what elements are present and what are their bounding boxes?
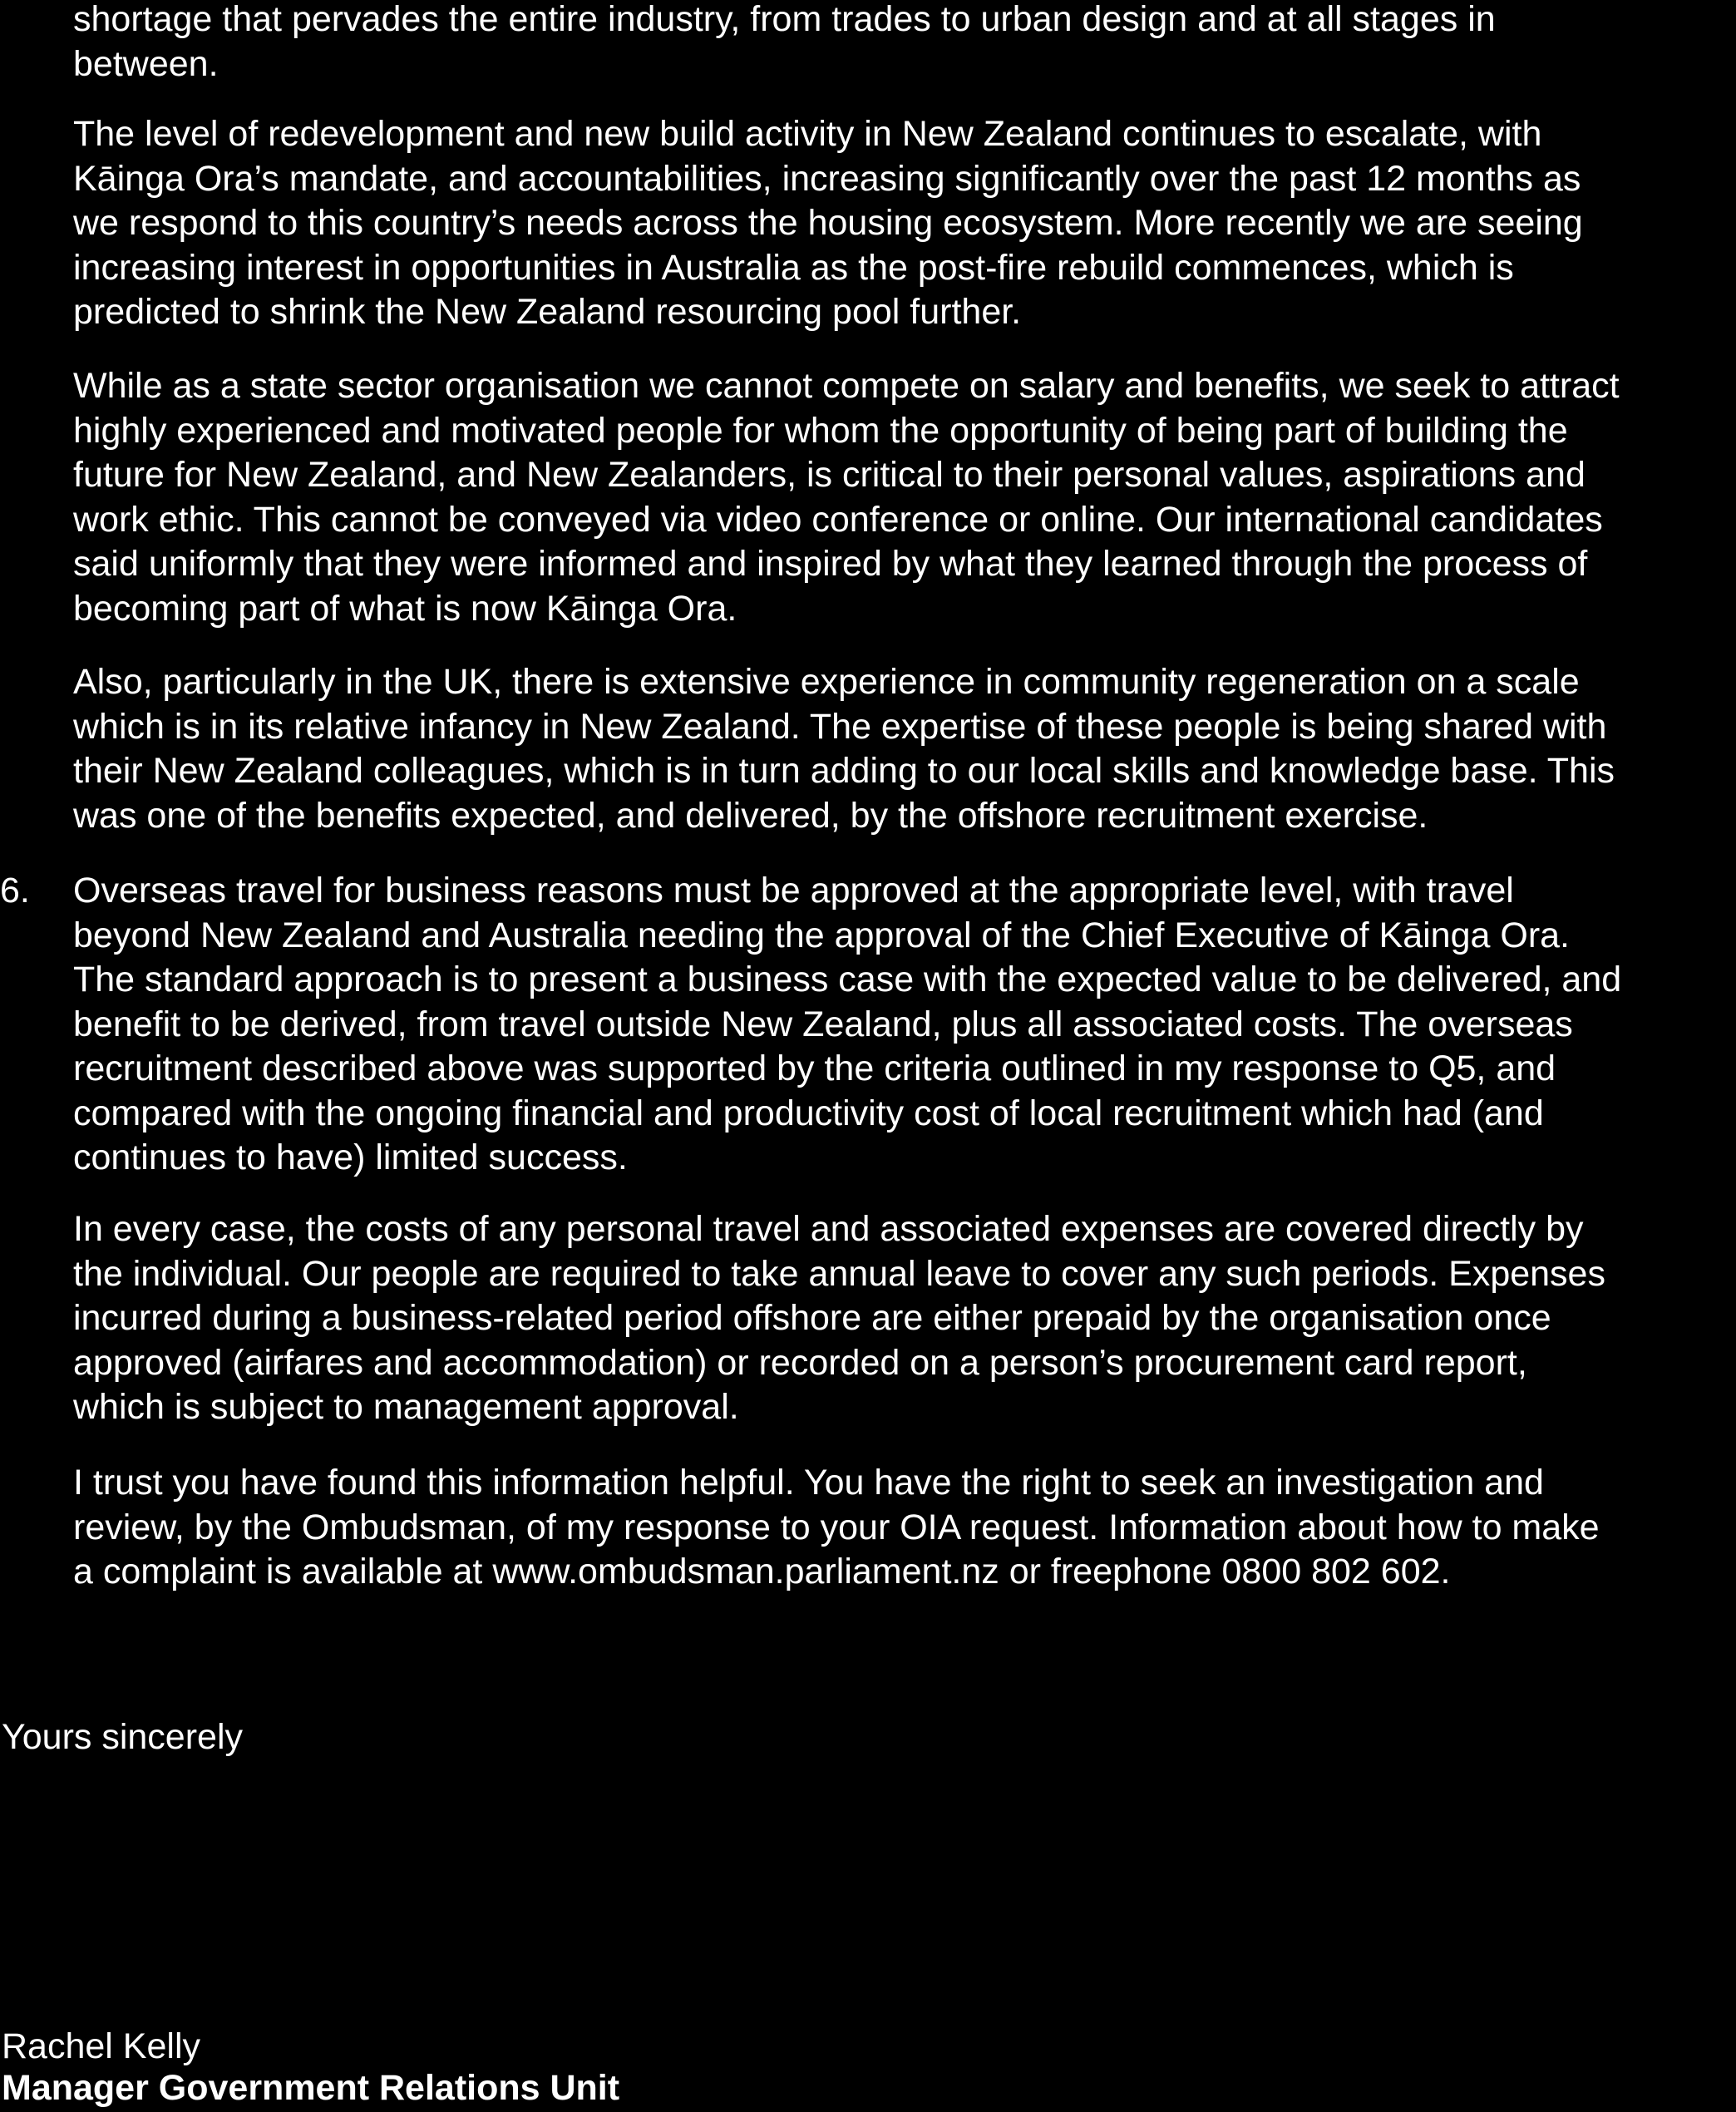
paragraph	[73, 1207, 1736, 1430]
text-line: approved (airfares and accommodation) or recorded on a person’s procurement card report,	[73, 1342, 1527, 1383]
text-line: In every case, the costs of any personal travel and associated expenses are covered directly by	[73, 1209, 1584, 1249]
paragraph	[73, 660, 1736, 838]
signatory-title: Manager Government Relations Unit	[2, 2068, 620, 2108]
text-line: was one of the benefits expected, and delivered, by the offshore recruitment exercise.	[73, 795, 1428, 836]
text-line: The level of redevelopment and new build activity in New Zealand continues to escalate, with	[73, 114, 1542, 154]
text-line: the individual. Our people are required to take annual leave to cover any such periods. Expenses	[73, 1253, 1605, 1294]
paragraph	[73, 112, 1736, 335]
text-line: we respond to this country’s needs across the housing ecosystem. More recently we are seeing	[73, 203, 1583, 243]
text-line: I trust you have found this information helpful. You have the right to seek an investigation and	[73, 1463, 1544, 1503]
item-number: 6.	[0, 871, 30, 910]
text-line: While as a state sector organisation we cannot compete on salary and benefits, we seek to attract	[73, 366, 1620, 406]
paragraph	[73, 0, 1736, 86]
text-line: Also, particularly in the UK, there is extensive experience in community regeneration on a scale	[73, 662, 1580, 702]
text-line: Kāinga Ora’s mandate, and accountabilities, increasing significantly over the past 12 months as	[73, 158, 1581, 199]
text-line: The standard approach is to present a business case with the expected value to be delivered, and	[73, 960, 1622, 999]
text-line: highly experienced and motivated people for whom the opportunity of being part of building the	[73, 410, 1568, 451]
text-line: work ethic. This cannot be conveyed via video conference or online. Our international candidates	[73, 499, 1603, 540]
paragraph	[73, 1461, 1736, 1595]
text-line: increasing interest in opportunities in Australia as the post-fire rebuild commences, which is	[73, 247, 1514, 288]
text-line: review, by the Ombudsman, of my response to your OIA request. Information about how to make	[73, 1507, 1600, 1547]
closing: Yours sincerely	[2, 1717, 243, 1757]
text-line: benefit to be derived, from travel outside New Zealand, plus all associated costs. The overseas	[73, 1004, 1573, 1044]
numbered-paragraph	[73, 869, 1736, 1181]
text-line: which is subject to management approval.	[73, 1387, 739, 1427]
text-line: their New Zealand colleagues, which is in turn adding to our local skills and knowledge base. This	[73, 751, 1615, 791]
text-line: between.	[73, 43, 219, 84]
text-line: Overseas travel for business reasons must be approved at the appropriate level, with travel	[73, 871, 1514, 910]
text-line: compared with the ongoing financial and productivity cost of local recruitment which had (and	[73, 1093, 1544, 1133]
paragraph	[73, 364, 1736, 631]
text-line: becoming part of what is now Kāinga Ora.	[73, 588, 737, 629]
text-line: beyond New Zealand and Australia needing the approval of the Chief Executive of Kāinga Ora.	[73, 915, 1570, 955]
text-line: recruitment described above was supported by the criteria outlined in my response to Q5, and	[73, 1049, 1556, 1088]
text-line: said uniformly that they were informed and inspired by what they learned through the process of	[73, 544, 1588, 584]
text-line: future for New Zealand, and New Zealanders, is critical to their personal values, aspirations and	[73, 455, 1586, 495]
text-line: shortage that pervades the entire industry, from trades to urban design and at all stages in	[73, 0, 1496, 39]
signatory-name: Rachel Kelly	[2, 2026, 200, 2066]
text-line: incurred during a business-related period offshore are either prepaid by the organisation once	[73, 1298, 1551, 1338]
text-line: a complaint is available at www.ombudsman.parliament.nz or freephone 0800 802 602.	[73, 1552, 1451, 1591]
text-line: which is in its relative infancy in New Zealand. The expertise of these people is being shared with	[73, 706, 1607, 747]
text-line: predicted to shrink the New Zealand resourcing pool further.	[73, 292, 1022, 332]
text-line: continues to have) limited success.	[73, 1137, 628, 1177]
